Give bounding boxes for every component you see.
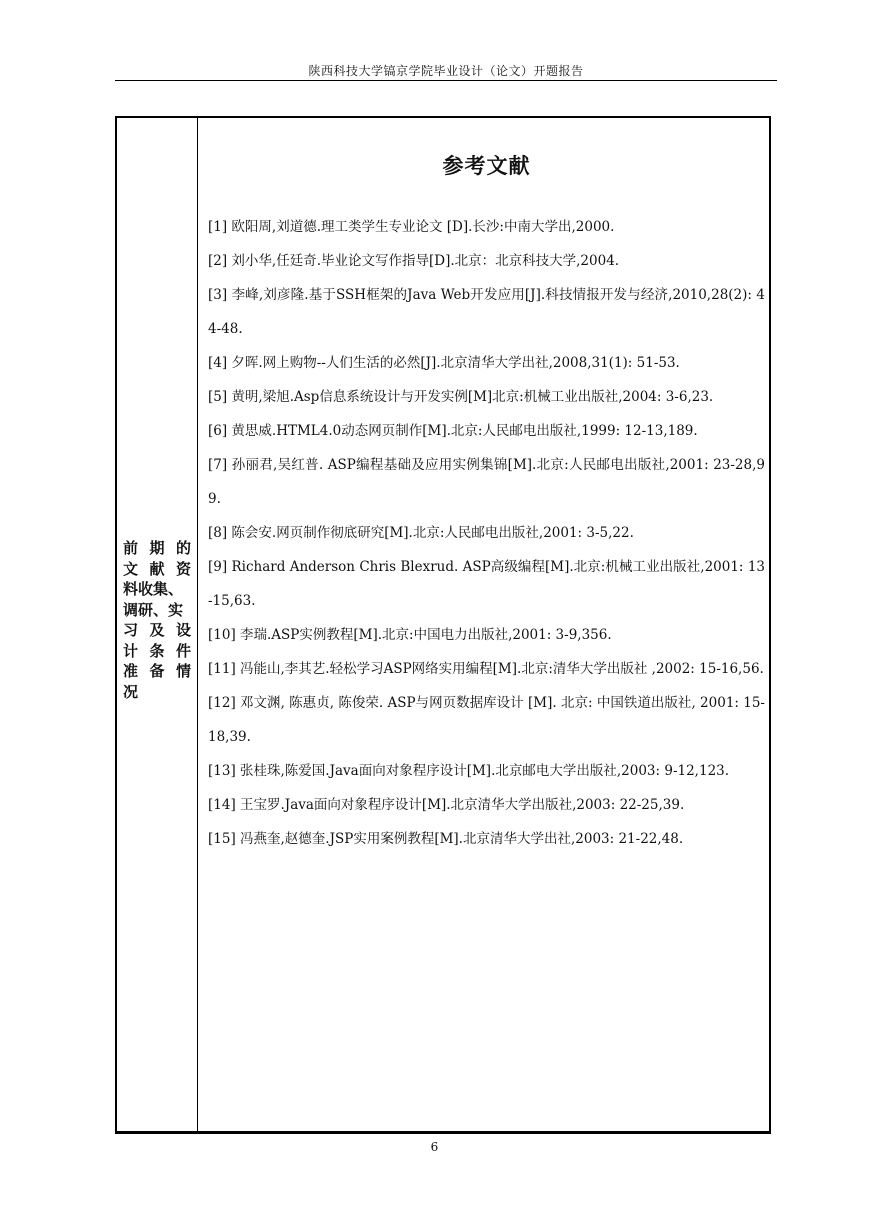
reference-item: [1] 欧阳周,刘道德.理工类学生专业论文 [D].长沙:中南大学出,2000.	[208, 219, 615, 235]
section-label-char: 情	[175, 662, 191, 680]
header-rule	[115, 80, 777, 81]
section-label-char: 计	[123, 641, 139, 660]
reference-item: [14] 王宝罗.Java面向对象程序设计[M].北京清华大学出版社,2003: 22-25,39.	[208, 797, 685, 813]
section-label-char: 备	[149, 662, 165, 680]
section-label-line	[123, 538, 191, 559]
left-label-cell	[117, 118, 198, 1131]
section-label-line	[123, 641, 191, 662]
section-label-char: 料收集、	[123, 580, 184, 598]
section-label	[123, 538, 191, 702]
section-label-char: 况	[123, 682, 139, 701]
section-label-char: 准	[123, 662, 139, 680]
section-label-char: 期	[149, 539, 165, 557]
references-title: 参考文献	[442, 154, 531, 178]
section-label-line	[123, 559, 191, 580]
section-label-char: 调研、实	[123, 600, 184, 619]
section-label-line	[123, 682, 191, 703]
section-label-char: 献	[149, 559, 165, 578]
references-list	[208, 210, 765, 856]
section-label-line	[123, 579, 191, 600]
section-label-char: 文	[123, 559, 139, 578]
section-label-char: 资	[175, 559, 191, 578]
reference-item: [4] 夕晖.网上购物--人们生活的必然[J].北京清华大学出社,2008,31(1): 51-53.	[208, 355, 680, 371]
section-label-line	[123, 620, 191, 641]
reference-item: [12] 邓文渊, 陈惠贞, 陈俊荣. ASP与网页数据库设计 [M]. 北京: 中国铁道出版社, 2001: 15-18,39.	[208, 695, 765, 745]
page-header-title: 陕西科技大学镐京学院毕业设计（论文）开题报告	[308, 64, 584, 78]
reference-item: [10] 李瑞.ASP实例教程[M].北京:中国电力出版社,2001: 3-9,356.	[208, 627, 612, 643]
section-label-char: 件	[175, 641, 191, 660]
section-label-line	[123, 600, 191, 621]
reference-item: [9] Richard Anderson Chris Blexrud. ASP高级编程[M].北京:机械工业出版社,2001: 13-15,63.	[208, 559, 765, 609]
reference-item: [3] 李峰,刘彦隆.基于SSH框架的Java Web开发应用[J].科技情报开发与经济,2010,28(2): 44-48.	[208, 287, 765, 337]
reference-item: [2] 刘小华,任廷奇.毕业论文写作指导[D].北京：北京科技大学,2004.	[208, 253, 620, 269]
section-label-char: 条	[149, 641, 165, 660]
reference-item: [5] 黄明,梁旭.Asp信息系统设计与开发实例[M]北京:机械工业出版社,2004: 3-6,23.	[208, 389, 714, 405]
report-table	[115, 116, 771, 1134]
reference-item: [6] 黄思威.HTML4.0动态网页制作[M].北京:人民邮电出版社,1999: 12-13,189.	[208, 423, 698, 439]
section-label-char: 及	[149, 621, 165, 639]
reference-item: [11] 冯能山,李其艺.轻松学习ASP网络实用编程[M].北京:清华大学出版社 ,2002: 15-16,56.	[208, 661, 764, 677]
reference-item: [8] 陈会安.网页制作彻底研究[M].北京:人民邮电出版社,2001: 3-5,22.	[208, 525, 634, 541]
section-label-char: 的	[175, 539, 191, 557]
section-label-line	[123, 661, 191, 682]
section-label-char: 前	[123, 539, 139, 557]
section-label-char: 习	[123, 621, 139, 639]
reference-item: [13] 张桂珠,陈爱国.Java面向对象程序设计[M].北京邮电大学出版社,2003: 9-12,123.	[208, 763, 730, 779]
reference-item: [15] 冯燕奎,赵德奎.JSP实用案例教程[M].北京清华大学出社,2003: 21-22,48.	[208, 831, 684, 847]
page-number: 6	[430, 1140, 439, 1154]
section-label-char: 设	[175, 621, 191, 639]
reference-item: [7] 孙丽君,吴红普. ASP编程基础及应用实例集锦[M].北京:人民邮电出版社,2001: 23-28,99.	[208, 457, 765, 507]
